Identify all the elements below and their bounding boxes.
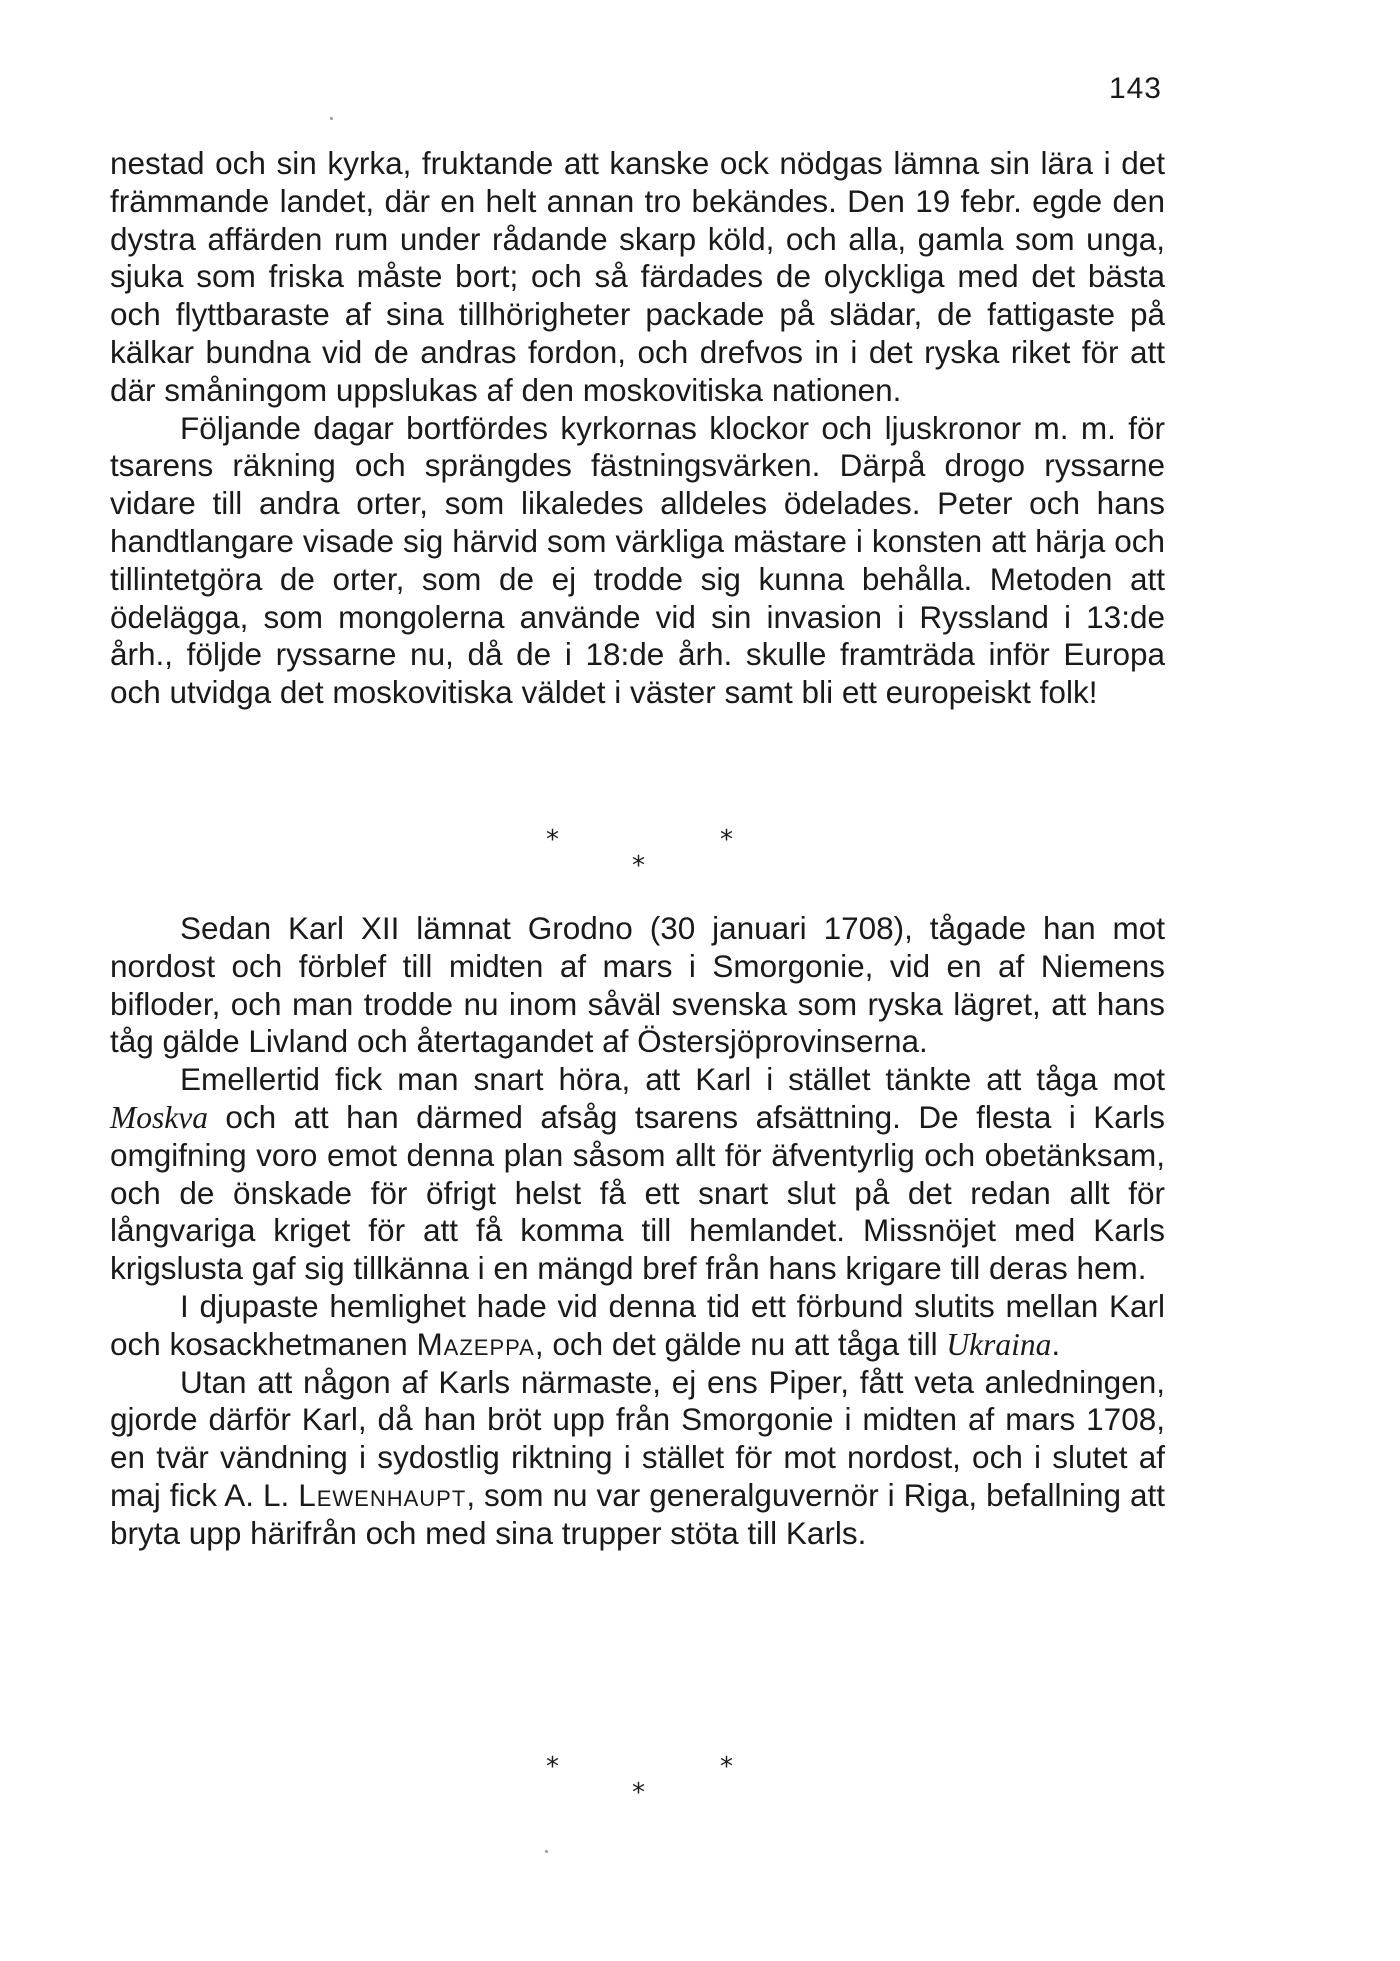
paragraph [110,1061,1165,1288]
paragraph-continued: nestad och sin kyrka, fruktande att kanske ock nödgas lämna sin lära i det främmande landet, där en helt annan tro bekändes. Den 19 febr. egde den dystra affärden rum under rådande skarp köld, och alla, gamla som unga, sjuka som friska måste bort; och så färdades de olyckliga med det bästa och flyttbaraste af sina tillhörigheter packade på slädar, de fattigaste på kälkar bundna vid de andras fordon, och drefvos in i det ryska riket för att där småningom uppslukas af den moskovitiska nationen. [110,145,1165,408]
paragraph: Sedan Karl XII lämnat Grodno (30 januari 1708), tågade han mot nordost och förblef till midten af mars i Smorgonie, vid en af Niemens bifloder, och man trodde nu inom såväl svenska som ryska lägret, att hans tåg gälde Livland och återtagandet af Östersjöprovinserna. [110,910,1165,1060]
smallcaps-person-name: Lewenhaupt [298,1476,467,1513]
text-run: . [1051,1325,1061,1362]
paragraph [110,1288,1165,1364]
paragraph [110,1364,1165,1553]
text-block-lower [110,910,1165,1553]
italic-place-name: Moskva [110,1099,208,1135]
section-divider-asterism [0,825,1400,885]
text-run: , och det gälde nu att tåga till [534,1325,947,1362]
asterisk-glyph: * [546,825,559,855]
text-run: Utan att någon af Karls närmaste, ej ens Piper, fått veta anledningen, gjorde därför Karl, då han bröt upp från Smorgonie i midten af mars 1708, en tvär vändning i sydostlig riktning i stället för mot nordost, och i slutet af maj fick A. L. [110,1363,1165,1513]
text-block-upper [110,145,1165,712]
section-divider-asterism [0,1752,1400,1812]
asterisk-glyph: * [546,1752,559,1782]
text-run: , som nu var generalguvernör i Riga, befallning att bryta upp härifrån och med sina trupper stöta till Karls. [110,1476,1165,1551]
paragraph: Följande dagar bortfördes kyrkornas klockor och ljuskronor m. m. för tsarens räkning och sprängdes fästningsvärken. Därpå drogo ryssarne vidare till andra orter, som likaledes alldeles ödelades. Peter och hans handtlangare visade sig härvid som värkliga mästare i konsten att härja och tillintetgöra de orter, som de ej trodde sig kunna behålla. Metoden att ödelägga, som mongolerna använde vid sin invasion i Ryssland i 13:de årh., följde ryssarne nu, då de i 18:de årh. skulle framträda inför Europa och utvidga det moskovitiska väldet i väster samt bli ett europeiskt folk! [110,409,1165,711]
asterisk-glyph: * [632,851,645,881]
paper-speck [330,117,333,120]
page-number: 143 [1108,72,1162,105]
text-run: och att han därmed afsåg tsarens afsättning. De flesta i Karls omgifning voro emot denna plan såsom allt för äfventyrlig och obetänksam, och de önskade för öfrigt helst få ett snart slut på det redan allt för långvariga kriget för att få komma till hemlandet. Missnöjet med Karls krigslusta gaf sig tillkänna i en mängd bref från hans krigare till deras hem. [110,1098,1165,1287]
smallcaps-person-name: Mazeppa [416,1325,535,1362]
asterisk-glyph: * [720,825,733,855]
asterisk-glyph: * [720,1752,733,1782]
paper-speck [545,1850,548,1853]
text-run: Emellertid fick man snart höra, att Karl i stället tänkte att tåga mot [180,1061,1165,1098]
asterisk-glyph: * [632,1778,645,1808]
italic-place-name: Ukraina [946,1326,1052,1362]
text-run: I djupaste hemlighet hade vid denna tid ett förbund slutits mellan Karl och kosackhetmanen [110,1287,1165,1362]
